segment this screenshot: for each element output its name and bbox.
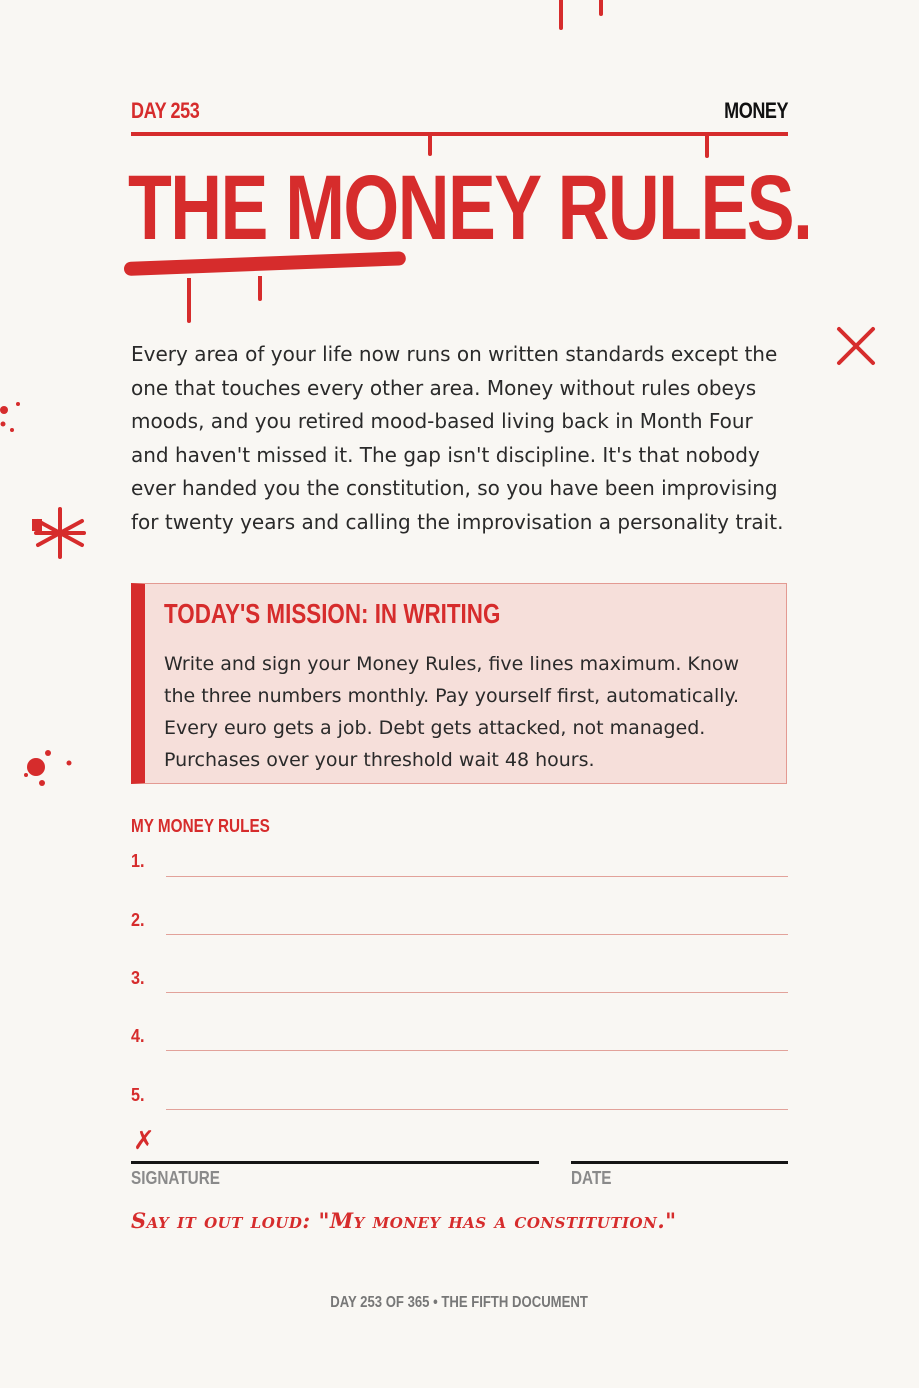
underline-drip-1	[187, 278, 191, 323]
splatter-icon	[0, 398, 24, 438]
page-footer	[0, 1294, 919, 1312]
rule-drip-2	[705, 134, 709, 158]
mission-title: TODAY'S MISSION: IN WRITING	[164, 598, 501, 629]
signature-x-icon: ✗	[133, 1126, 155, 1156]
underline-drip-2	[258, 276, 262, 301]
rule-line-2[interactable]	[166, 934, 788, 935]
date-label: DATE	[571, 1168, 612, 1188]
date-line[interactable]	[571, 1161, 788, 1164]
rule-line-3[interactable]	[166, 992, 788, 993]
rule-line-4[interactable]	[166, 1050, 788, 1051]
rule-number-1: 1.	[131, 851, 145, 871]
mission-text: Write and sign your Money Rules, five lines maximum. Know the three numbers monthly. Pay yourself first, automatically. Every euro gets a job. Debt gets attacked, not managed. Purchases over your threshold wait 48 hours.	[164, 653, 740, 771]
page-title: THE MONEY RULES.	[128, 157, 812, 259]
splatter-icon-lower	[20, 745, 76, 789]
signature-label: SIGNATURE	[131, 1168, 220, 1188]
mission-box	[131, 583, 787, 784]
day-label: DAY 253	[131, 98, 200, 123]
rule-number-4: 4.	[131, 1026, 145, 1046]
mantra-text: Say it out loud: "My money has a constitution."	[131, 1208, 677, 1233]
rule-number-5: 5.	[131, 1085, 145, 1105]
signature-line[interactable]	[131, 1161, 539, 1164]
rule-number-2: 2.	[131, 910, 145, 930]
top-drip-right	[599, 0, 603, 16]
rules-label: MY MONEY RULES	[131, 816, 270, 836]
rule-line-1[interactable]	[166, 876, 788, 877]
asterisk-icon	[32, 507, 88, 559]
footer-text: DAY 253 OF 365 • THE FIFTH DOCUMENT	[330, 1294, 589, 1311]
rule-line-5[interactable]	[166, 1109, 788, 1110]
intro-paragraph: Every area of your life now runs on written standards except the one that touches every other area. Money without rules obeys moods, and you retired mood-based living back in Month Four and haven't missed it. The gap isn't discipline. It's that nobody ever handed you the constitution, so you have been improvising for twenty years and calling the improvisation a personality trait.	[131, 342, 784, 534]
cross-icon	[836, 326, 876, 366]
rule-drip-1	[428, 134, 432, 156]
rule-number-3: 3.	[131, 968, 145, 988]
category-label: MONEY	[723, 98, 788, 123]
top-drip-left	[559, 0, 563, 30]
header-rule	[131, 132, 788, 136]
